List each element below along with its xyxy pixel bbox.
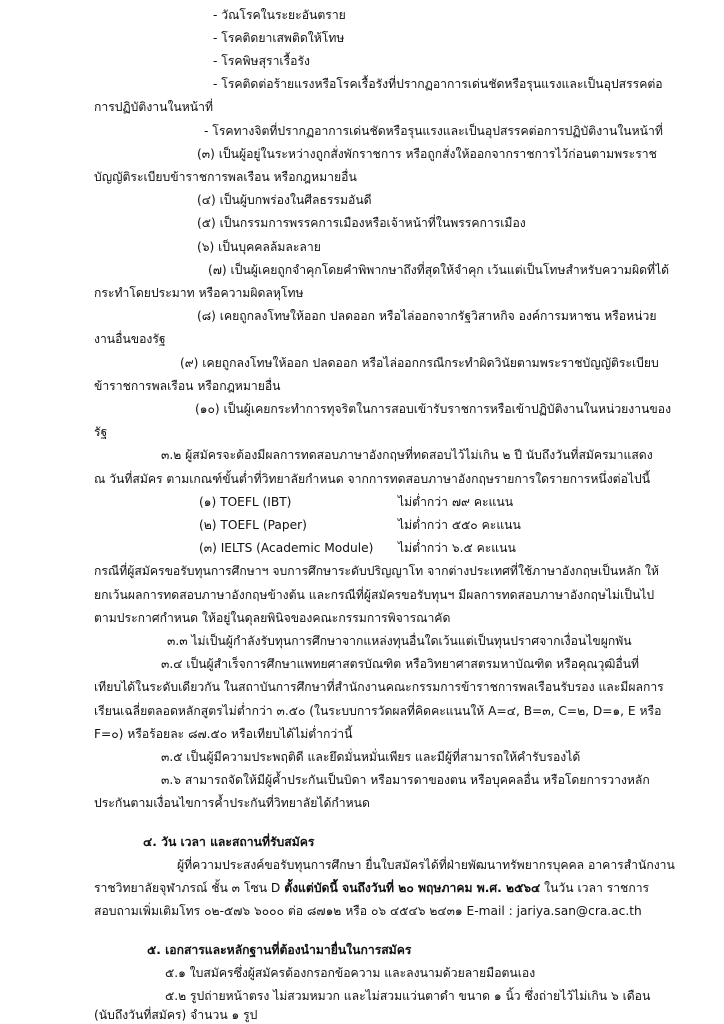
clause-3: (๓) เป็นผู้อยู่ในระหว่างถูกสั่งพักราชการ หรือถูกสั่งให้ออกจากราชการไว้ก่อนตามพระราช xyxy=(197,147,657,161)
clause-7-cont: กระทำโดยประมาท หรือความผิดลหุโทษ xyxy=(94,286,304,300)
section-3-4-cont-1: เทียบได้ในระดับเดียวกัน ในสถาบันการศึกษาที่สำนักงานคณะกรรมการข้าราชการพลเรือนรับรอง และมีผลการ xyxy=(94,680,664,694)
clause-10-cont: รัฐ xyxy=(94,425,108,439)
application-location: ราชวิทยาลัยจุฬาภรณ์ ชั้น ๓ โซน D xyxy=(94,881,285,895)
section-3-6-cont: ประกันตามเงื่อนไขการค้ำประกันที่วิทยาลัยได้กำหนด xyxy=(94,796,370,810)
clause-10: (๑๐) เป็นผู้เคยกระทำการทุจริตในการสอบเข้ารับราชการหรือเข้าปฏิบัติงานในหน่วยงานของ xyxy=(195,402,672,416)
section-4-paragraph-line-2 xyxy=(94,881,649,895)
clause-6: (๖) เป็นบุคคลล้มละลาย xyxy=(197,240,321,254)
clause-8-cont: งานอื่นของรัฐ xyxy=(94,332,166,346)
disease-item-drug-addiction: - โรคติดยาเสพติดให้โทษ xyxy=(213,31,345,45)
exemption-paragraph-line-3: ตามประกาศกำหนด ให้อยู่ในดุลยพินิจของคณะกรรมการพิจารณาคัด xyxy=(94,611,451,625)
section-4-heading: ๔. วัน เวลา และสถานที่รับสมัคร xyxy=(143,835,315,849)
clause-3-cont: บัญญัติระเบียบข้าราชการพลเรือน หรือกฎหมายอื่น xyxy=(94,170,357,184)
section-3-2-cont: ณ วันที่สมัคร ตามเกณฑ์ขั้นต่ำที่วิทยาลัยกำหนด จากการทดสอบภาษาอังกฤษรายการใดรายการหนึ่งต่อไปนี้ xyxy=(94,472,651,486)
clause-9: (๙) เคยถูกลงโทษให้ออก ปลดออก หรือไล่ออกกรณีกระทำผิดวินัยตามพระราชบัญญัติระเบียบ xyxy=(180,356,659,370)
clause-5: (๕) เป็นกรรมการพรรคการเมืองหรือเจ้าหน้าที่ในพรรคการเมือง xyxy=(197,216,526,230)
section-3-2: ๓.๒ ผู้สมัครจะต้องมีผลการทดสอบภาษาอังกฤษที่ทดสอบไว้ไม่เกิน ๒ ปี นับถึงวันที่สมัครมาแสดง xyxy=(161,448,653,462)
english-test-toefl-paper-score: ไม่ต่ำกว่า ๕๕๐ คะแนน xyxy=(398,518,521,532)
disease-item-contagious: - โรคติดต่อร้ายแรงหรือโรคเรื้อรังที่ปรากฏอาการเด่นชัดหรือรุนแรงและเป็นอุปสรรคต่อ xyxy=(213,77,663,91)
exemption-paragraph-line-2: ยกเว้นผลการทดสอบภาษาอังกฤษข้างต้น และกรณีที่ผู้สมัครขอรับทุนฯ มีผลการทดสอบภาษาอังกฤษไม่เป็นไป xyxy=(94,588,655,602)
section-3-5: ๓.๕ เป็นผู้มีความประพฤติดี และยึดมั่นหมั่นเพียร และมีผู้ที่สามารถให้คำรับรองได้ xyxy=(161,750,581,764)
section-3-6: ๓.๖ สามารถจัดให้มีผู้ค้ำประกันเป็นบิดา หรือมารดาของตน หรือบุคคลอื่น หรือโดยการวางหลัก xyxy=(161,773,650,787)
office-hours-note: ในวัน เวลา ราชการ xyxy=(540,881,650,895)
section-4-paragraph-line-1: ผู้ที่ความประสงค์ขอรับทุนการศึกษา ยื่นใบสมัครได้ที่ฝ่ายพัฒนาทรัพยากรบุคคล อาคารสำนักงาน xyxy=(177,858,675,872)
section-5-heading: ๕. เอกสารและหลักฐานที่ต้องนำมายื่นในการสมัคร xyxy=(147,943,412,957)
section-3-3: ๓.๓ ไม่เป็นผู้กำลังรับทุนการศึกษาจากแหล่งทุนอื่นใดเว้นแต่เป็นทุนปราศจากเงื่อนไขผูกพัน xyxy=(167,634,632,648)
english-test-toefl-ibt-score: ไม่ต่ำกว่า ๗๙ คะแนน xyxy=(398,495,514,509)
section-3-4-cont-3: F=๐) หรือร้อยละ ๘๗.๕๐ หรือเทียบได้ไม่ต่ำกว่านี้ xyxy=(94,727,353,741)
contact-info: สอบถามเพิ่มเติมโทร ๐๒-๕๗๖ ๖๐๐๐ ต่อ ๘๗๑๒ หรือ ๐๖ ๔๕๔๖ ๒๔๓๑ E-mail : jariya.san@cra.ac.th xyxy=(94,904,642,918)
section-5-2: ๕.๒ รูปถ่ายหน้าตรง ไม่สวมหมวก และไม่สวมแว่นตาดำ ขนาด ๑ นิ้ว ซึ่งถ่ายไว้ไม่เกิน ๖ เดือน xyxy=(165,989,651,1003)
clause-8: (๘) เคยถูกลงโทษให้ออก ปลดออก หรือไล่ออกจากรัฐวิสาหกิจ องค์การมหาชน หรือหน่วย xyxy=(197,309,657,323)
section-5-1: ๕.๑ ใบสมัครซึ่งผู้สมัครต้องกรอกข้อความ และลงนามด้วยลายมือตนเอง xyxy=(165,966,536,980)
english-test-toefl-ibt: (๑) TOEFL (IBT) xyxy=(199,495,292,509)
clause-9-cont: ข้าราชการพลเรือน หรือกฎหมายอื่น xyxy=(94,379,281,393)
clause-7: (๗) เป็นผู้เคยถูกจำคุกโดยคำพิพากษาถึงที่สุดให้จำคุก เว้นแต่เป็นโทษสำหรับความผิดที่ได้ xyxy=(208,263,670,277)
disease-item-alcoholism: - โรคพิษสุราเรื้อรัง xyxy=(213,54,310,68)
english-test-toefl-paper: (๒) TOEFL (Paper) xyxy=(199,518,307,532)
english-test-ielts: (๓) IELTS (Academic Module) xyxy=(199,541,374,555)
section-5-2-cont: (นับถึงวันที่สมัคร) จำนวน ๑ รูป xyxy=(94,1008,258,1022)
disease-item-mental: - โรคทางจิตที่ปรากฏอาการเด่นชัดหรือรุนแรงและเป็นอุปสรรคต่อการปฏิบัติงานในหน้าที่ xyxy=(204,124,663,138)
clause-4: (๔) เป็นผู้บกพร่องในศีลธรรมอันดี xyxy=(197,193,372,207)
disease-item-contagious-cont: การปฏิบัติงานในหน้าที่ xyxy=(94,100,213,114)
section-3-4-cont-2: เรียนเฉลี่ยตลอดหลักสูตรไม่ต่ำกว่า ๓.๕๐ (ในระบบการวัดผลที่คิดคะแนนให้ A=๔, B=๓, C=๒, D=๑, E หรือ xyxy=(94,704,662,718)
exemption-paragraph-line-1: กรณีที่ผู้สมัครขอรับทุนการศึกษาฯ จบการศึกษาระดับปริญญาโท จากต่างประเทศที่ใช้ภาษาอังกฤษเป็นหลัก ให้ xyxy=(94,564,659,578)
disease-item-tuberculosis: - วัณโรคในระยะอันตราย xyxy=(213,8,346,22)
english-test-ielts-score: ไม่ต่ำกว่า ๖.๕ คะแนน xyxy=(398,541,516,555)
application-period: ตั้งแต่บัดนี้ จนถึงวันที่ ๒๐ พฤษภาคม พ.ศ. ๒๕๖๔ xyxy=(284,881,541,895)
section-3-4: ๓.๔ เป็นผู้สำเร็จการศึกษาแพทยศาสตรบัณฑิต หรือวิทยาศาสตรมหาบัณฑิต หรือคุณวุฒิอื่นที่ xyxy=(161,657,640,671)
